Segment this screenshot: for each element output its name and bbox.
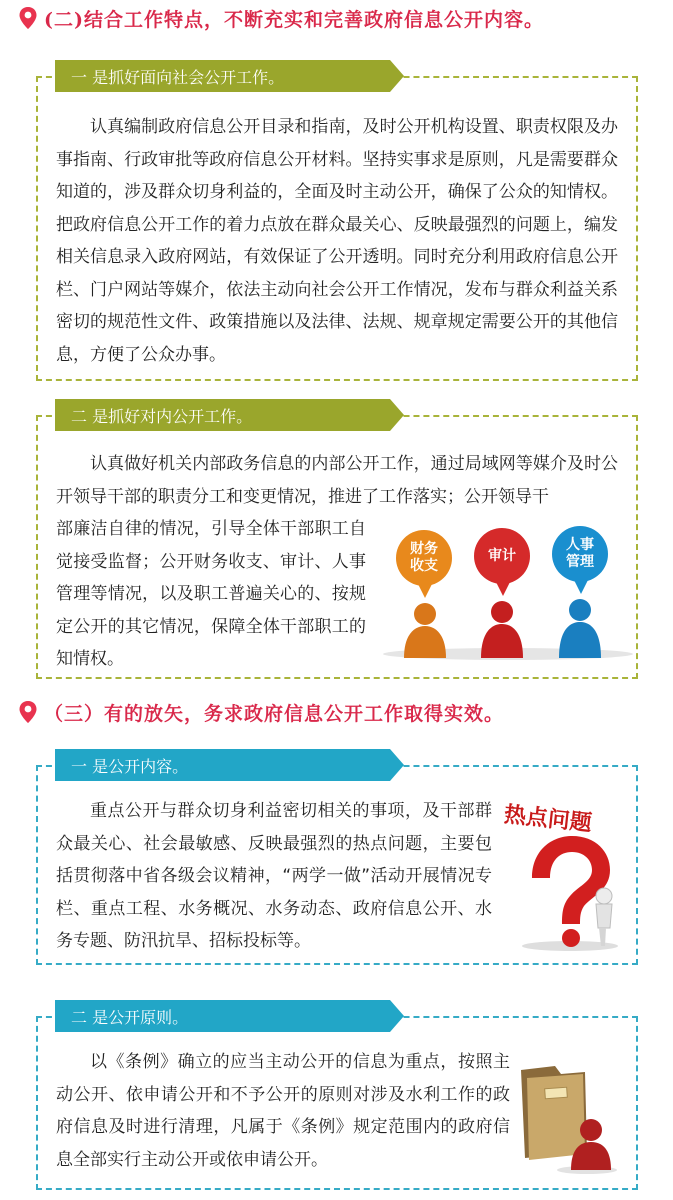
- item-1-heading: 一 是抓好面向社会公开工作。: [71, 67, 285, 87]
- question-mark-figure-icon: [500, 800, 630, 955]
- bubble-audit-label: 审计: [488, 547, 516, 564]
- transparency-illustration: [380, 520, 635, 660]
- section-3-title: [18, 698, 504, 726]
- item-2-heading: 二 是抓好对内公开工作。: [71, 406, 253, 426]
- item-4-body: 以《条例》确立的应当主动公开的信息为重点，按照主动公开、依申请公开和不予公开的原则对涉及水利工作的政府信息及时进行清理，凡属于《条例》规定范围内的政府信息全部实行主动公开或依申请公开。: [56, 1052, 510, 1170]
- hot-issues-illustration: [500, 800, 630, 955]
- bubble-finance-label: 财务 收支: [410, 541, 438, 574]
- item-4-banner: [55, 1000, 390, 1032]
- item-2-banner: [55, 399, 390, 431]
- section-2-title-text: (二)结合工作特点，不断充实和完善政府信息公开内容。: [44, 8, 544, 31]
- item-4-heading: 二 是公开原则。: [71, 1007, 189, 1027]
- item-1-body: 认真编制政府信息公开目录和指南，及时公开机构设置、职责权限及办事指南、行政审批等政府信息公开材料。坚持实事求是原则，凡是需要群众知道的，涉及群众切身利益的，全面及时主动公开，确保了公众的知情权。把政府信息公开工作的着力点放在群众最关心、反映最强烈的问题上，编发相关信息录入政府网站，有效保证了公开透明。同时充分利用政府信息公开栏、门户网站等媒介，依法主动向社会公开工作情况，发布与群众利益关系密切的规范性文件、政策措施以及法律、法规、规章规定需要公开的其他信息，方便了公众办事。: [56, 117, 618, 365]
- location-pin-icon: [18, 700, 38, 724]
- item-2-body-bottom: 部廉洁自律的情况，引导全体干部职工自觉接受监督；公开财务收支、审计、人事管理等情况，以及职工普遍关心的、按规定公开的其它情况，保障全体干部职工的知情权。: [56, 519, 366, 669]
- item-3-body: 重点公开与群众切身利益密切相关的事项，及干部群众最关心、社会最敏感、反映最强烈的热点问题，主要包括贯彻落中省各级会议精神，“两学一做”活动开展情况专栏、重点工程、水务概况、水务动态、政府信息公开、水务专题、防汛抗旱、招标投标等。: [56, 801, 492, 951]
- location-pin-icon: [18, 6, 38, 30]
- item-3-banner: [55, 749, 390, 781]
- folder-person-icon: [515, 1060, 620, 1175]
- hot-issues-label: 热点问题: [502, 801, 593, 837]
- section-3-title-text: （三）有的放矢，务求政府信息公开工作取得实效。: [44, 702, 505, 725]
- people-silhouettes-icon: [380, 520, 635, 660]
- bubble-personnel-label: 人事 管理: [566, 537, 594, 570]
- section-2-title: [18, 4, 544, 32]
- item-3-heading: 一 是公开内容。: [71, 756, 189, 776]
- item-1-banner: [55, 60, 390, 92]
- item-2-body-top: 认真做好机关内部政务信息的内部公开工作，通过局域网等媒介及时公开领导干部的职责分工和变更情况，推进了工作落实；公开领导干: [56, 454, 618, 507]
